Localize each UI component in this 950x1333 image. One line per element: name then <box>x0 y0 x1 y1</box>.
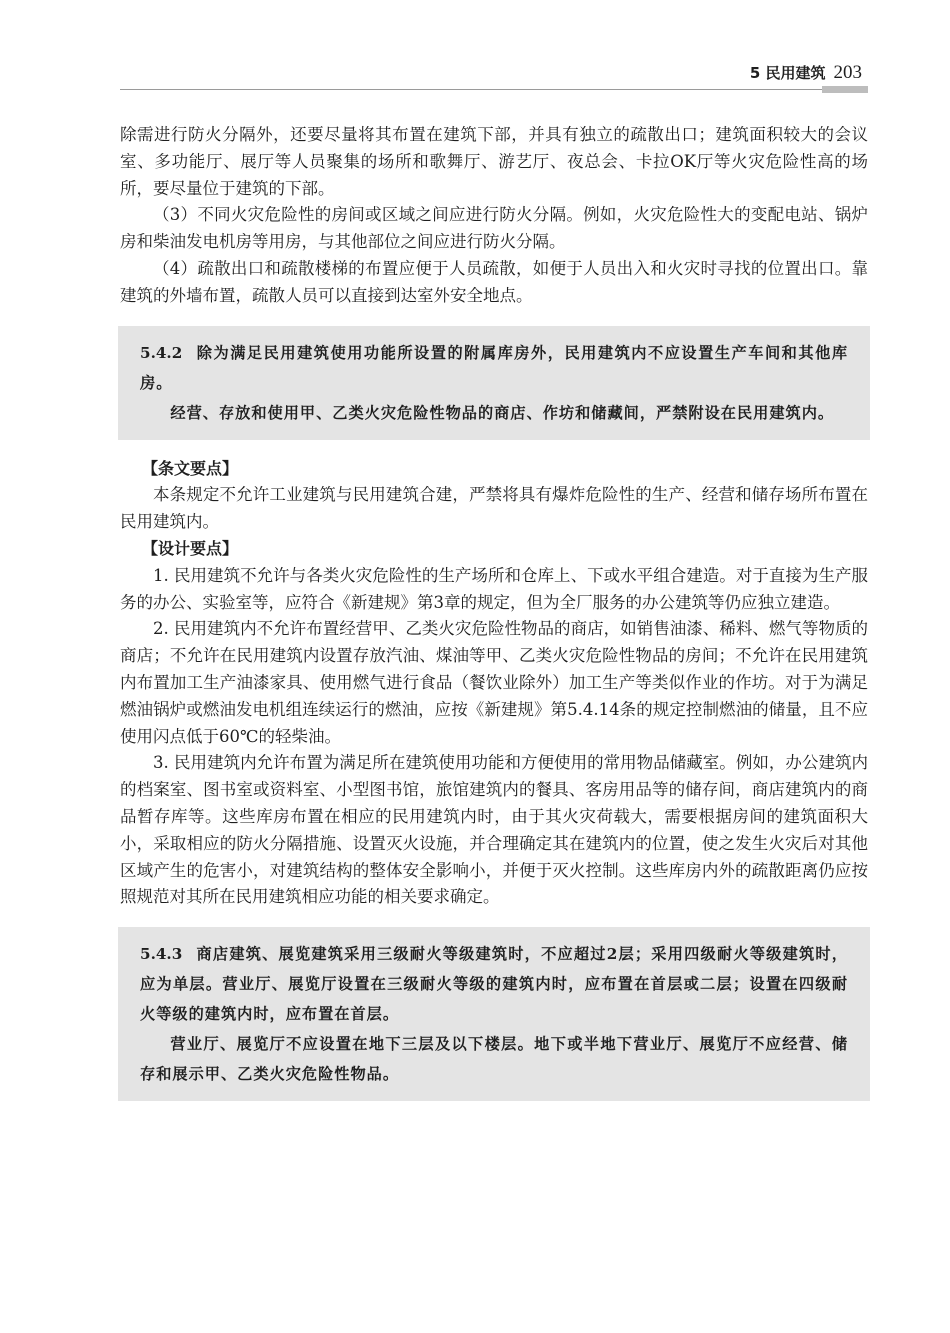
design-item-1: 1. 民用建筑不允许与各类火灾危险性的生产场所和仓库上、下或水平组合建造。对于直接为生产服务的办公、实验室等，应符合《新建规》第3章的规定，但为全厂服务的办公建筑等仍应独立建造。 <box>120 565 868 612</box>
clause-5-4-2-paragraph-2: 经营、存放和使用甲、乙类火灾危险性物品的商店、作坊和储藏间，严禁附设在民用建筑内。 <box>170 403 835 422</box>
body-paragraph-2: （3）不同火灾危险性的房间或区域之间应进行防火分隔。例如，火灾危险性大的变配电站、锅炉房和柴油发电机房等用房，与其他部位之间应进行防火分隔。 <box>120 205 868 252</box>
clause-5-4-2-paragraph-1 <box>140 338 848 398</box>
section-heading-points: 【条文要点】 <box>142 458 239 478</box>
clause-text: 商店建筑、展览建筑采用三级耐火等级建筑时，不应超过2层；采用四级耐火等级建筑时，应为单层。营业厅、展览厅设置在三级耐火等级的建筑内时，应布置在首层或二层；设置在四级耐火等级的建筑内时，应布置在首层。 <box>140 945 848 1024</box>
page-number: 203 <box>833 62 862 83</box>
header-rule <box>120 89 822 90</box>
clause-box-5-4-2 <box>118 326 870 440</box>
running-header <box>750 62 862 86</box>
clause-5-4-3-paragraph-2: 营业厅、展览厅不应设置在地下三层及以下楼层。地下或半地下营业厅、展览厅不应经营、储存和展示甲、乙类火灾危险性物品。 <box>140 1035 848 1084</box>
clause-number: 5.4.3 <box>140 945 183 964</box>
body-paragraph-1: 除需进行防火分隔外，还要尽量将其布置在建筑下部，并具有独立的疏散出口；建筑面积较大的会议室、多功能厅、展厅等人员聚集的场所和歌舞厅、游艺厅、夜总会、卡拉OK厅等火灾危险性高的场所，要尽量位于建筑的下部。 <box>120 125 868 198</box>
clause-5-4-3-paragraph-1 <box>140 939 848 1029</box>
clause-number: 5.4.2 <box>140 343 183 362</box>
page-content <box>120 122 868 1101</box>
design-item-2: 2. 民用建筑内不允许布置经营甲、乙类火灾危险性物品的商店，如销售油漆、稀料、燃气等物质的商店；不允许在民用建筑内设置存放汽油、煤油等甲、乙类火灾危险性物品的房间；不允许在民用建筑内布置加工生产油漆家具、使用燃气进行食品（餐饮业除外）加工生产等类似作业的作坊。对于为满足燃油锅炉或燃油发电机组连续运行的燃油，应按《新建规》第5.4.14条的规定控制燃油的储量，且不应使用闪点低于60℃的轻柴油。 <box>120 619 868 746</box>
clause-text: 除为满足民用建筑使用功能所设置的附属库房外，民用建筑内不应设置生产车间和其他库房。 <box>140 343 848 392</box>
header-bar <box>822 86 868 93</box>
clause-box-5-4-3 <box>118 927 870 1101</box>
chapter-title: 5 民用建筑 <box>749 64 826 82</box>
section-heading-design: 【设计要点】 <box>142 538 239 558</box>
points-paragraph: 本条规定不允许工业建筑与民用建筑合建，严禁将具有爆炸危险性的生产、经营和储存场所布置在民用建筑内。 <box>120 485 868 532</box>
body-paragraph-3: （4）疏散出口和疏散楼梯的布置应便于人员疏散，如便于人员出入和火灾时寻找的位置出口。靠建筑的外墙布置，疏散人员可以直接到达室外安全地点。 <box>120 258 868 305</box>
design-item-3: 3. 民用建筑内允许布置为满足所在建筑使用功能和方便使用的常用物品储藏室。例如，办公建筑内的档案室、图书室或资料室、小型图书馆，旅馆建筑内的餐具、客房用品等的储存间，商店建筑内的商品暂存库等。这些库房布置在相应的民用建筑内时，由于其火灾荷载大，需要根据房间的建筑面积大小，采取相应的防火分隔措施、设置灭火设施，并合理确定其在建筑内的位置，使之发生火灾后对其他区域产生的危害小，对建筑结构的整体安全影响小，并便于灭火控制。这些库房内外的疏散距离仍应按照规范对其所在民用建筑相应功能的相关要求确定。 <box>120 753 868 907</box>
